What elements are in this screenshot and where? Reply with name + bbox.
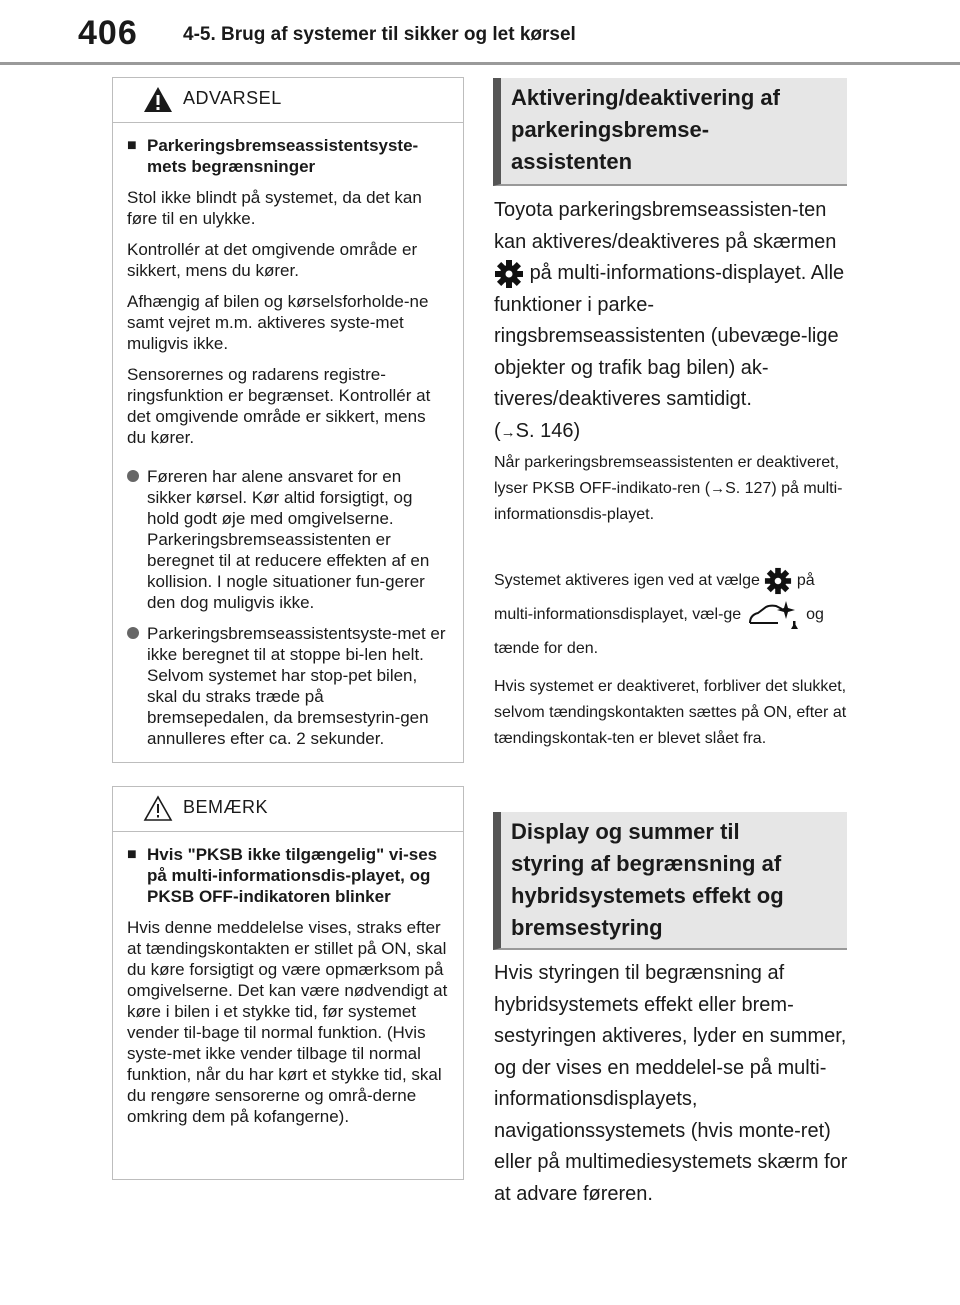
- section1-paragraph-1: Toyota parkeringsbremseassisten-ten kan aktiveres/deaktiveres på skærmen på multi-informations-displayet. Alle funktioner i parke-ringsbremseassistenten (ubevæge-lige objekter og trafik bag bilen) ak-tiveres/deaktiveres samtidigt. (→S. 146): [494, 195, 849, 448]
- warning-paragraph: Kontrollér at det omgivende område er sikkert, mens du kører.: [127, 240, 418, 280]
- section1-p3-text: på multi-informationsdisplayet, væl-ge: [494, 572, 815, 623]
- arrow-right-icon: →: [710, 480, 726, 497]
- section1-p3-text: Systemet aktiveres igen ved at vælge: [494, 572, 760, 589]
- section1-heading-line: assistenten: [511, 149, 633, 174]
- warning-label: ADVARSEL: [183, 88, 282, 108]
- gear-icon: [494, 259, 524, 289]
- section1-p3-text: og tænde for den.: [494, 606, 824, 657]
- warning-box: [112, 77, 464, 763]
- notice-subheading-text: Hvis "PKSB ikke tilgængelig" vi-ses på multi-informationsdis-playet, og PKSB OFF-indikatoren blinker: [147, 845, 438, 906]
- section2-heading-line: styring af begrænsning af: [511, 851, 782, 876]
- warning-subheading: [127, 135, 449, 177]
- section1-heading-line: Aktivering/deaktivering af: [511, 85, 780, 110]
- warning-subheading-text: Parkeringsbremseassistentsyste-mets begrænsninger: [147, 136, 419, 176]
- page-header: [0, 0, 960, 62]
- square-bullet-icon: ■: [127, 846, 137, 863]
- warning-bullet-text: Føreren har alene ansvaret for en sikker kørsel. Kør altid forsigtigt, og hold godt øje med omgivelserne. Parkeringsbremseassistenten er beregnet til at reducere effekten af en kollision. I nogle situationer fun-gerer den dog muligvis ikke.: [147, 467, 430, 612]
- section2-heading-line: bremsestyring: [511, 915, 663, 940]
- warning-bullet: [127, 466, 449, 613]
- section1-heading-line: parkeringsbremse-: [511, 117, 710, 142]
- warning-paragraph: Sensorernes og radarens registre-ringsfunktion er begrænset. Kontrollér at det omgivende område er sikkert, mens du kører.: [127, 365, 431, 447]
- section1-paragraph-2: [494, 450, 849, 528]
- notice-triangle-icon: [143, 795, 173, 822]
- header-rule: [0, 62, 960, 65]
- section1-p1-text: Toyota parkeringsbremseassisten-ten kan aktiveres/deaktiveres på skærmen: [494, 199, 837, 253]
- section1-p2-reference: S. 127) på multi-informationsdis-playet.: [494, 480, 843, 523]
- arrow-right-icon: →: [500, 423, 516, 441]
- warning-bullet-text: Parkeringsbremseassistentsyste-met er ikke beregnet til at stoppe bi-len helt. Selvom systemet har stop-pet bilen, skal du straks træde på bremsepedalen, da bremsestyrin-gen annulleres efter ca. 2 sekunder.: [147, 624, 446, 748]
- gear-icon: [764, 567, 792, 595]
- section1-heading: [493, 78, 847, 186]
- section2-heading-line: hybridsystemets effekt og: [511, 883, 784, 908]
- section2-heading-line: Display og summer til: [511, 819, 740, 844]
- section1-paragraph-3: [494, 564, 849, 666]
- notice-box-header: [113, 787, 463, 832]
- car-collision-icon: [746, 599, 802, 631]
- notice-subheading: [127, 844, 449, 907]
- notice-paragraph: Hvis denne meddelelse vises, straks efter at tændingskontakten er stillet på ON, skal du køre forsigtigt og være opmærksom på omgivelserne. Det kan være nødvendigt at køre i bilen i et stykke tid, før systemet vender til-bage til normal funktion. (Hvis syste-met ikke vender tilbage til normal funktion, når du har kørt et stykke tid, skal du rengøre sensorerne og områ-derne omkring dem på kofangerne).: [127, 918, 448, 1126]
- notice-label: BEMÆRK: [183, 797, 269, 817]
- section1-paragraph-4: Hvis systemet er deaktiveret, forbliver det slukket, selvom tændingskontakten sættes på ON, efter at tændingskontak-ten er blevet slået fra.: [494, 678, 847, 747]
- notice-box: [112, 786, 464, 1180]
- warning-paragraph: Stol ikke blindt på systemet, da det kan føre til en ulykke.: [127, 188, 422, 228]
- section1-p1-reference: S. 146): [515, 419, 581, 442]
- warning-box-header: [113, 78, 463, 123]
- section2-heading: [493, 812, 847, 950]
- round-bullet-icon: [127, 470, 139, 482]
- warning-bullet: [127, 623, 449, 749]
- section-title: 4-5. Brug af systemer til sikker og let kørsel: [183, 24, 576, 45]
- warning-triangle-icon: [143, 86, 173, 113]
- section1-p2-text: Når parkeringsbremseassistenten er deaktiveret, lyser PKSB OFF-indikato-ren (: [494, 454, 840, 497]
- section2-paragraph-1: Hvis styringen til begrænsning af hybridsystemets effekt eller brem-sestyringen aktiveres, lyder en summer, og der vises en meddelel-se på multi-informationsdisplayets, navigationssystemets (hvis monte-ret) eller på multimediesystemets skærm for at advare føreren.: [494, 962, 848, 1205]
- warning-paragraph: Afhængig af bilen og kørselsforholde-ne samt vejret m.m. aktiveres syste-met muligvis ikke.: [127, 292, 429, 353]
- page-number: 406: [78, 14, 138, 52]
- square-bullet-icon: ■: [127, 137, 137, 154]
- section1-p1-text: på multi-informations-displayet. Alle funktioner i parke-ringsbremseassistenten (ubevæge-lige objekter og trafik bag bilen) ak-tiveres/deaktiveres samtidigt.: [494, 262, 845, 410]
- round-bullet-icon: [127, 627, 139, 639]
